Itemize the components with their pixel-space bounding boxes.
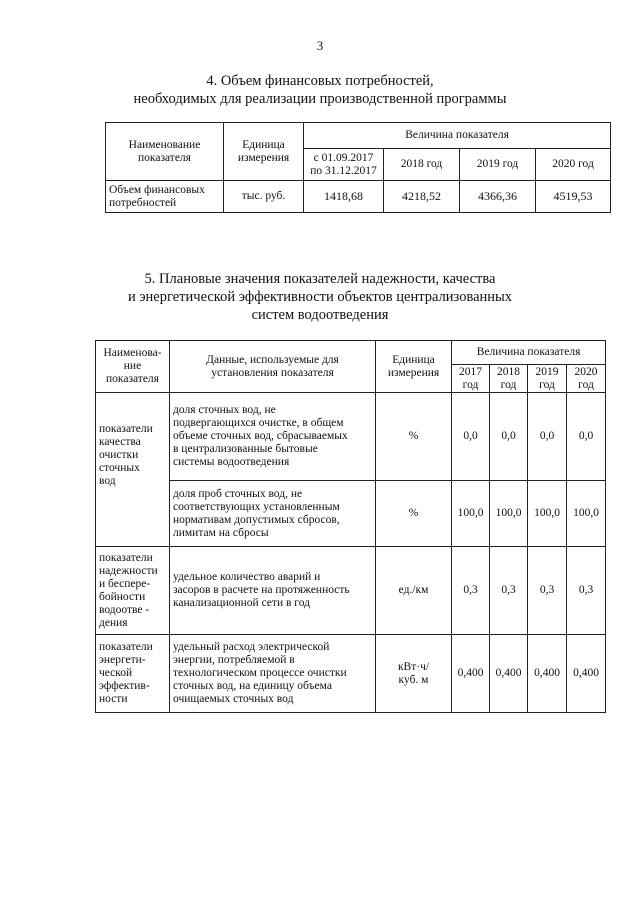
- section-5-title-line: и энергетической эффективности объектов централизованных: [127, 289, 513, 305]
- header-unit: Единица измерения: [224, 123, 304, 181]
- indicator-value: 0,400: [528, 635, 567, 713]
- indicator-data-description: удельное количество аварий и засоров в расчете на протяженность канализационной сети в год: [170, 547, 376, 635]
- header-value-group: Величина показателя: [304, 123, 611, 149]
- row-value: 4366,36: [460, 181, 536, 213]
- indicator-value: 0,0: [452, 393, 490, 481]
- indicator-unit: кВт·ч/ куб. м: [376, 635, 452, 713]
- indicator-value: 100,0: [452, 481, 490, 547]
- header-indicator-name: Наименова- ние показателя: [96, 341, 170, 393]
- financial-needs-table: [105, 122, 611, 213]
- indicator-data-description: доля проб сточных вод, не соответствующих установленным нормативам допустимых сбросов, лимитам на сбросы: [170, 481, 376, 547]
- row-unit: тыс. руб.: [224, 181, 304, 213]
- header-period: 2020 год: [536, 149, 611, 181]
- section-4-title-line: 4. Объем финансовых потребностей,: [206, 73, 434, 89]
- header-value-group: Величина показателя: [452, 341, 606, 365]
- indicator-value: 100,0: [490, 481, 528, 547]
- row-value: 4218,52: [384, 181, 460, 213]
- table-row: [96, 547, 606, 635]
- indicator-value: 100,0: [567, 481, 606, 547]
- indicator-unit: %: [376, 393, 452, 481]
- section-4-title: [0, 72, 640, 108]
- row-value: 4519,53: [536, 181, 611, 213]
- indicator-value: 0,3: [490, 547, 528, 635]
- indicator-value: 0,3: [567, 547, 606, 635]
- indicator-value: 0,3: [452, 547, 490, 635]
- reliability-indicators-table: [95, 340, 606, 713]
- header-unit: Единица измерения: [376, 341, 452, 393]
- indicator-value: 0,0: [490, 393, 528, 481]
- header-year: 2020 год: [567, 365, 606, 393]
- header-year: 2017 год: [452, 365, 490, 393]
- indicator-value: 0,400: [490, 635, 528, 713]
- row-value: 1418,68: [304, 181, 384, 213]
- indicator-data-description: удельный расход электрической энергии, потребляемой в технологическом процессе очистки сточных вод, на единицу объема очищаемых сточных вод: [170, 635, 376, 713]
- indicator-value: 0,3: [528, 547, 567, 635]
- table-row: [96, 635, 606, 713]
- table-row: [106, 181, 611, 213]
- header-period: 2018 год: [384, 149, 460, 181]
- header-indicator-name: Наименование показателя: [106, 123, 224, 181]
- row-indicator-name: Объем финансовых потребностей: [106, 181, 224, 213]
- indicator-group-name: показатели надежности и беспере- бойности водоотве - дения: [96, 547, 170, 635]
- section-4-title-line: необходимых для реализации производственной программы: [133, 91, 507, 107]
- indicator-value: 0,0: [567, 393, 606, 481]
- indicator-value: 0,0: [528, 393, 567, 481]
- indicator-value: 0,400: [567, 635, 606, 713]
- section-5-title-line: систем водоотведения: [251, 307, 389, 323]
- header-period: 2019 год: [460, 149, 536, 181]
- section-5-title: [0, 270, 640, 324]
- section-5-title-line: 5. Плановые значения показателей надежности, качества: [144, 271, 496, 287]
- indicator-value: 100,0: [528, 481, 567, 547]
- indicator-unit: ед./км: [376, 547, 452, 635]
- header-year: 2018 год: [490, 365, 528, 393]
- table-row: [96, 393, 606, 481]
- indicator-group-name: показатели энергети- ческой эффектив- ности: [96, 635, 170, 713]
- indicator-value: 0,400: [452, 635, 490, 713]
- header-year: 2019 год: [528, 365, 567, 393]
- table-row: [96, 481, 606, 547]
- indicator-unit: %: [376, 481, 452, 547]
- header-period: с 01.09.2017 по 31.12.2017: [304, 149, 384, 181]
- indicator-group-name: показатели качества очистки сточных вод: [96, 393, 170, 547]
- indicator-data-description: доля сточных вод, не подвергающихся очистке, в общем объеме сточных вод, сбрасываемых в централизованные бытовые системы водоотведения: [170, 393, 376, 481]
- header-data: Данные, используемые для установления показателя: [170, 341, 376, 393]
- page-number: 3: [316, 38, 324, 53]
